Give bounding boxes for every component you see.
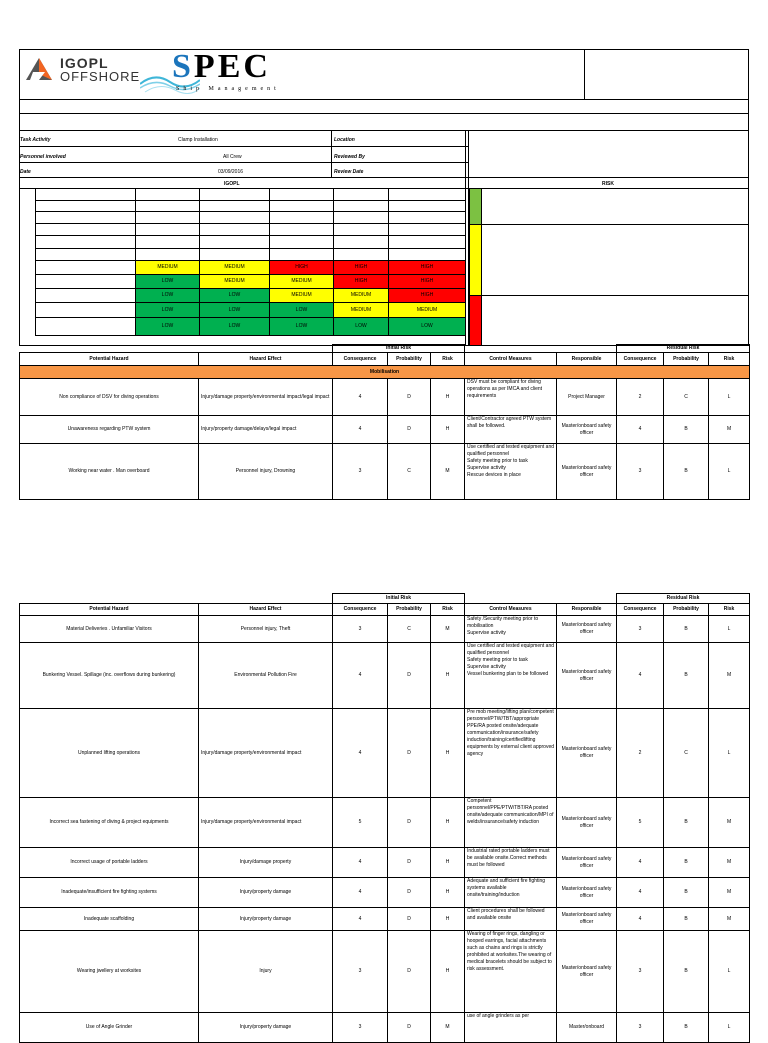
- hazard-cell: Incorrect usage of portable ladders: [20, 848, 199, 878]
- matrix-cell: MEDIUM: [200, 261, 270, 275]
- probability-cell: D: [388, 416, 431, 444]
- risk-cell: M: [431, 444, 465, 500]
- hazard-row: [20, 878, 750, 908]
- hazard-cell: Unawareness regarding PTW system: [20, 416, 199, 444]
- col-probability-2: Probability: [388, 604, 431, 616]
- matrix-cell: LOW: [136, 275, 200, 289]
- hazard-row: [20, 848, 750, 878]
- probability-cell: D: [388, 798, 431, 848]
- hazard-cell: Non compliance of DSV for diving operations: [20, 379, 199, 416]
- matrix-cell: HIGH: [389, 289, 466, 303]
- probability-cell: C: [388, 616, 431, 643]
- effect-cell: Personnel injury, Drowning: [199, 444, 333, 500]
- col-residual-risk: Risk: [709, 353, 750, 366]
- personnel-value: All Crew: [223, 154, 242, 160]
- matrix-cell: MEDIUM: [136, 261, 200, 275]
- matrix-cell: MEDIUM: [334, 289, 389, 303]
- matrix-cell: LOW: [200, 303, 270, 318]
- igopl-logo-subtext: OFFSHORE: [60, 69, 141, 84]
- date-label: Date: [20, 169, 31, 175]
- task-activity-value: Clamp Installation: [178, 137, 218, 143]
- effect-cell: Injury/damage property/environmental impact/legal impact: [199, 379, 333, 416]
- residual-consequence-cell: 2: [617, 709, 664, 798]
- matrix-cell: LOW: [270, 318, 334, 336]
- residual-risk-cell: M: [709, 798, 750, 848]
- matrix-cell: LOW: [334, 318, 389, 336]
- hazard-row: [20, 616, 750, 643]
- matrix-cell: LOW: [136, 318, 200, 336]
- spec-logo-s: S: [172, 48, 194, 85]
- table2-body: [20, 616, 750, 1043]
- col-residual-risk-2: Risk: [709, 604, 750, 616]
- residual-probability-cell: B: [664, 931, 709, 1013]
- residual-risk-cell: M: [709, 643, 750, 709]
- risk-legend-low: [469, 188, 482, 225]
- risk-cell: H: [431, 878, 465, 908]
- residual-risk-cell: M: [709, 908, 750, 931]
- hazard-cell: Incorrect sea fastening of diving & project equipments: [20, 798, 199, 848]
- hazard-cell: Inadequate/insufficient fire fighting systems: [20, 878, 199, 908]
- matrix-cell: LOW: [270, 303, 334, 318]
- risk-cell: H: [431, 379, 465, 416]
- blank-row-2: [19, 113, 749, 131]
- matrix-row-1: [36, 261, 466, 275]
- col-hazard-effect: Hazard Effect: [199, 353, 333, 366]
- residual-consequence-cell: 3: [617, 931, 664, 1013]
- hazard-table-1: [19, 344, 750, 500]
- col-responsible-2: Responsible: [557, 604, 617, 616]
- consequence-cell: 4: [333, 878, 388, 908]
- matrix-cell: MEDIUM: [389, 303, 466, 318]
- residual-risk-cell: L: [709, 709, 750, 798]
- residual-probability-cell: B: [664, 878, 709, 908]
- responsible-cell: Master/onboard safety officer: [557, 616, 617, 643]
- consequence-cell: 4: [333, 908, 388, 931]
- col-control-measures-2: Control Measures: [465, 604, 557, 616]
- initial-risk-header-2: Initial Risk: [333, 594, 465, 604]
- hazard-row: [20, 379, 750, 416]
- residual-probability-cell: B: [664, 444, 709, 500]
- spec-logo-text: [172, 48, 271, 86]
- col-control-measures: Control Measures: [465, 353, 557, 366]
- reviewed-by-label: Reviewed By: [334, 154, 365, 160]
- consequence-cell: 4: [333, 848, 388, 878]
- col-probability: Probability: [388, 353, 431, 366]
- col-risk-2: Risk: [431, 604, 465, 616]
- residual-consequence-cell: 3: [617, 616, 664, 643]
- residual-probability-cell: B: [664, 643, 709, 709]
- effect-cell: Injury/damage property: [199, 848, 333, 878]
- risk-cell: M: [431, 1013, 465, 1043]
- hazard-cell: Bunkering Vessel. Spillage (inc. overflows during bunkering): [20, 643, 199, 709]
- matrix-cell: LOW: [136, 303, 200, 318]
- legend-line-1: [482, 224, 749, 225]
- header-divider: [584, 49, 585, 100]
- info-line-2: [19, 162, 468, 163]
- responsible-cell: Master/onboard safety officer: [557, 878, 617, 908]
- col-consequence-2: Consequence: [333, 604, 388, 616]
- hazard-row: [20, 444, 750, 500]
- matrix-cell: HIGH: [389, 261, 466, 275]
- risk-cell: H: [431, 798, 465, 848]
- probability-cell: D: [388, 1013, 431, 1043]
- residual-consequence-cell: 5: [617, 798, 664, 848]
- col-residual-probability-2: Probability: [664, 604, 709, 616]
- initial-risk-header: Initial Risk: [333, 345, 465, 353]
- hazard-cell: Working near water . Man overboard: [20, 444, 199, 500]
- responsible-cell: Master/onboard safety officer: [557, 709, 617, 798]
- hazard-row: [20, 798, 750, 848]
- residual-risk-header: Residual Risk: [617, 345, 750, 353]
- probability-cell: D: [388, 848, 431, 878]
- effect-cell: Injury/property damage: [199, 1013, 333, 1043]
- hazard-cell: Material Deliveries . Unfamiliar Visitors: [20, 616, 199, 643]
- residual-risk-cell: M: [709, 878, 750, 908]
- residual-risk-header-2: Residual Risk: [617, 594, 750, 604]
- probability-cell: D: [388, 379, 431, 416]
- col-potential-hazard: Potential Hazard: [20, 353, 199, 366]
- col-responsible: Responsible: [557, 353, 617, 366]
- probability-cell: D: [388, 878, 431, 908]
- residual-risk-cell: L: [709, 931, 750, 1013]
- hazard-row: [20, 416, 750, 444]
- col-risk: Risk: [431, 353, 465, 366]
- legend-line-2: [482, 295, 749, 296]
- probability-cell: C: [388, 444, 431, 500]
- risk-matrix: [35, 188, 466, 336]
- responsible-cell: Master/onboard safety officer: [557, 444, 617, 500]
- risk-cell: M: [431, 616, 465, 643]
- effect-cell: Injury/property damage: [199, 908, 333, 931]
- residual-risk-cell: L: [709, 1013, 750, 1043]
- hazard-cell: Use of Angle Grinder: [20, 1013, 199, 1043]
- residual-probability-cell: B: [664, 798, 709, 848]
- risk-section-label: RISK: [602, 181, 614, 187]
- risk-cell: H: [431, 931, 465, 1013]
- control-measures-cell: Use certified and tested equipment and qualified personnel Safety meeting prior to task Supervise activity Vessel bunkering plan to be followed: [465, 643, 557, 709]
- col-residual-probability: Probability: [664, 353, 709, 366]
- location-label: Location: [334, 137, 355, 143]
- spec-logo-subtext: Ship Management: [176, 86, 280, 92]
- spec-logo-rest: PEC: [193, 48, 271, 85]
- consequence-cell: 5: [333, 798, 388, 848]
- residual-risk-cell: L: [709, 616, 750, 643]
- residual-probability-cell: B: [664, 1013, 709, 1043]
- probability-cell: D: [388, 931, 431, 1013]
- info-line-3: [19, 177, 749, 178]
- blank-row-1: [19, 99, 749, 114]
- igopl-logo-text: IGOPL: [60, 55, 109, 71]
- probability-cell: D: [388, 643, 431, 709]
- residual-risk-cell: M: [709, 416, 750, 444]
- residual-probability-cell: C: [664, 379, 709, 416]
- effect-cell: Environmental Pollution Fire: [199, 643, 333, 709]
- hazard-table-2: [19, 593, 750, 1043]
- section-mobilisation: Mobilisation: [20, 366, 750, 379]
- residual-consequence-cell: 4: [617, 878, 664, 908]
- col-residual-consequence-2: Consequence: [617, 604, 664, 616]
- effect-cell: Injury/damage property/environmental impact: [199, 709, 333, 798]
- risk-cell: H: [431, 709, 465, 798]
- control-measures-cell: Client/Contractor agreed PTW system shall be followed.: [465, 416, 557, 444]
- consequence-cell: 3: [333, 616, 388, 643]
- personnel-label: Personnel involved: [20, 154, 66, 160]
- control-measures-cell: Pre mob meeting/lifting plan/competent personnel/PTW/TBT/appropriate PPE/RA posted onsite/adequate communication/insurance/safety induction/training/certifiedlifting equipments by external client approved agency: [465, 709, 557, 798]
- matrix-cell: LOW: [136, 289, 200, 303]
- matrix-cell: MEDIUM: [200, 275, 270, 289]
- matrix-cell: HIGH: [334, 275, 389, 289]
- probability-cell: D: [388, 709, 431, 798]
- risk-cell: H: [431, 908, 465, 931]
- control-measures-cell: Adequate and sufficient fire fighting systems available onsite/training/induction: [465, 878, 557, 908]
- col-residual-consequence: Consequence: [617, 353, 664, 366]
- risk-legend-high: [469, 295, 482, 346]
- info-vline: [331, 130, 332, 178]
- table1-body: [20, 379, 750, 500]
- consequence-cell: 3: [333, 1013, 388, 1043]
- info-line-1: [19, 146, 468, 147]
- igopl-section-label: IGOPL: [224, 181, 240, 187]
- residual-risk-cell: L: [709, 379, 750, 416]
- matrix-row-4: [36, 303, 466, 318]
- control-measures-cell: Wearing of finger rings, dangling or hooped earrings, facial attachments such as chains and rings is strictly prohibited at worksites.The wearing of medical bracelets should be subject to risk assessment.: [465, 931, 557, 1013]
- residual-probability-cell: C: [664, 709, 709, 798]
- consequence-cell: 4: [333, 709, 388, 798]
- task-activity-label: Task Activity: [20, 137, 51, 143]
- risk-cell: H: [431, 848, 465, 878]
- residual-probability-cell: B: [664, 416, 709, 444]
- responsible-cell: Master/onboard safety officer: [557, 643, 617, 709]
- matrix-cell: LOW: [389, 318, 466, 336]
- effect-cell: Injury/property damage/delays/legal impact: [199, 416, 333, 444]
- effect-cell: Personnel injury, Theft: [199, 616, 333, 643]
- effect-cell: Injury/damage property/environmental impact: [199, 798, 333, 848]
- consequence-cell: 4: [333, 379, 388, 416]
- hazard-row: [20, 1013, 750, 1043]
- control-measures-cell: DSV must be compliant for diving operations as per IMCA and client requirements: [465, 379, 557, 416]
- matrix-row-3: [36, 289, 466, 303]
- matrix-cell: HIGH: [389, 275, 466, 289]
- effect-cell: Injury/property damage: [199, 878, 333, 908]
- hazard-row: [20, 643, 750, 709]
- date-value: 03/09/2016: [218, 169, 244, 175]
- control-measures-cell: Safety /Security meeting prior to mobilisation Supervise activity: [465, 616, 557, 643]
- risk-legend: [469, 188, 749, 346]
- control-measures-cell: Competent personnel/PPE/PTW/TBT/RA posted onsite/adequate communication/MPI of welds/insurance/safety induction: [465, 798, 557, 848]
- residual-consequence-cell: 2: [617, 379, 664, 416]
- residual-consequence-cell: 4: [617, 848, 664, 878]
- consequence-cell: 3: [333, 931, 388, 1013]
- residual-consequence-cell: 3: [617, 1013, 664, 1043]
- control-measures-cell: use of angle grinders as per: [465, 1013, 557, 1043]
- hazard-row: [20, 931, 750, 1013]
- residual-consequence-cell: 4: [617, 908, 664, 931]
- responsible-cell: Master/onboard: [557, 1013, 617, 1043]
- responsible-cell: Master/onboard safety officer: [557, 848, 617, 878]
- matrix-cell: HIGH: [334, 261, 389, 275]
- matrix-cell: MEDIUM: [334, 303, 389, 318]
- consequence-cell: 4: [333, 643, 388, 709]
- matrix-cell: HIGH: [270, 261, 334, 275]
- residual-consequence-cell: 3: [617, 444, 664, 500]
- responsible-cell: Master/onboard safety officer: [557, 908, 617, 931]
- risk-cell: H: [431, 416, 465, 444]
- effect-cell: Injury: [199, 931, 333, 1013]
- control-measures-cell: Industrial rated portable ladders must be available onsite.Correct methods must be followed: [465, 848, 557, 878]
- responsible-cell: Master/onboard safety officer: [557, 931, 617, 1013]
- col-consequence: Consequence: [333, 353, 388, 366]
- hazard-cell: Inadequate scaffolding: [20, 908, 199, 931]
- hazard-row: [20, 709, 750, 798]
- residual-consequence-cell: 4: [617, 643, 664, 709]
- matrix-cell: MEDIUM: [270, 275, 334, 289]
- consequence-cell: 3: [333, 444, 388, 500]
- risk-cell: H: [431, 643, 465, 709]
- control-measures-cell: Use certified and tested equipment and qualified personnel Safety meeting prior to task Supervise activity Rescue devices in place: [465, 444, 557, 500]
- matrix-cell: MEDIUM: [270, 289, 334, 303]
- responsible-cell: Master/onboard safety officer: [557, 798, 617, 848]
- control-measures-cell: Client procedures shall be followed and available onsite: [465, 908, 557, 931]
- matrix-cell: LOW: [200, 318, 270, 336]
- hazard-cell: Unplanned lifting operations: [20, 709, 199, 798]
- igopl-logo-icon: [24, 56, 54, 84]
- matrix-row-2: [36, 275, 466, 289]
- residual-probability-cell: B: [664, 616, 709, 643]
- review-date-label: Review Date: [334, 169, 364, 175]
- col-potential-hazard-2: Potential Hazard: [20, 604, 199, 616]
- responsible-cell: Project Manager: [557, 379, 617, 416]
- matrix-row-5: [36, 318, 466, 336]
- residual-probability-cell: B: [664, 848, 709, 878]
- risk-legend-medium: [469, 224, 482, 296]
- residual-risk-cell: L: [709, 444, 750, 500]
- probability-cell: D: [388, 908, 431, 931]
- residual-consequence-cell: 4: [617, 416, 664, 444]
- hazard-cell: Wearing jwellery at worksites: [20, 931, 199, 1013]
- consequence-cell: 4: [333, 416, 388, 444]
- matrix-cell: LOW: [200, 289, 270, 303]
- residual-probability-cell: B: [664, 908, 709, 931]
- residual-risk-cell: M: [709, 848, 750, 878]
- col-hazard-effect-2: Hazard Effect: [199, 604, 333, 616]
- hazard-row: [20, 908, 750, 931]
- responsible-cell: Master/onboard safety officer: [557, 416, 617, 444]
